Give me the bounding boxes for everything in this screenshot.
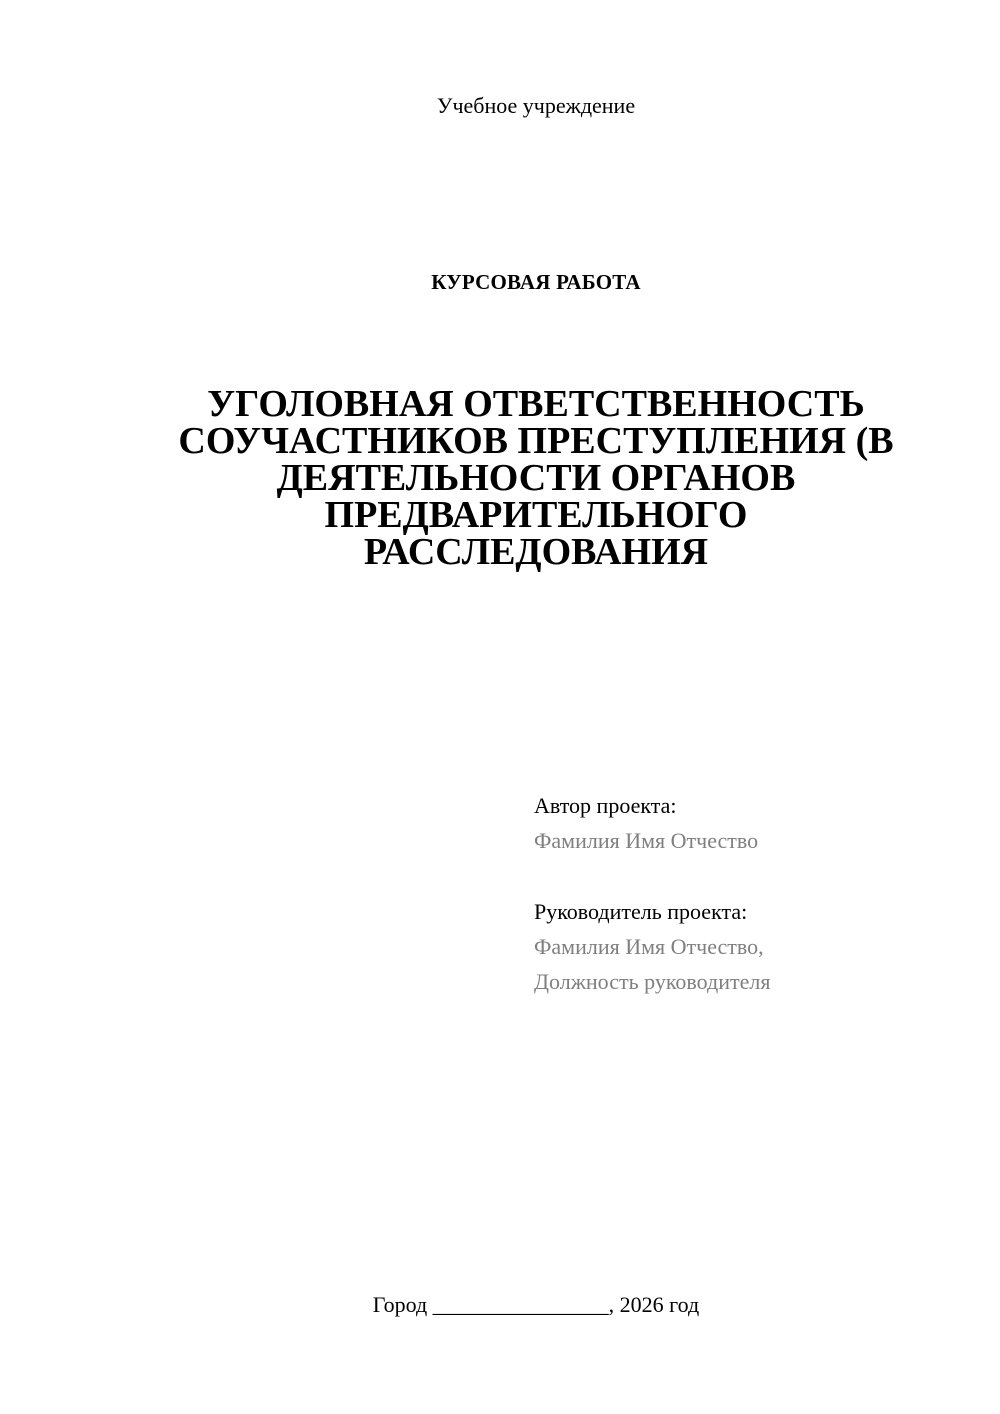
institution-name: Учебное учреждение bbox=[436, 93, 636, 118]
author-name: Фамилия Имя Отчество bbox=[534, 828, 759, 853]
document-title bbox=[160, 383, 912, 573]
title-line: РАССЛЕДОВАНИЯ bbox=[363, 531, 709, 573]
city-year-line: Город ________________, 2026 год bbox=[372, 1292, 700, 1317]
title-line: ДЕЯТЕЛЬНОСТИ ОРГАНОВ bbox=[276, 457, 796, 499]
title-line: ПРЕДВАРИТЕЛЬНОГО bbox=[324, 494, 748, 536]
author-label: Автор проекта: bbox=[534, 793, 677, 818]
supervisor-label: Руководитель проекта: bbox=[534, 899, 748, 924]
signature-block bbox=[534, 788, 974, 999]
title-line: УГОЛОВНАЯ ОТВЕТСТВЕННОСТЬ bbox=[207, 383, 865, 425]
document-type: КУРСОВАЯ РАБОТА bbox=[431, 270, 641, 294]
supervisor-name: Фамилия Имя Отчество, bbox=[534, 934, 764, 959]
supervisor-position: Должность руководителя bbox=[534, 969, 771, 994]
title-line: СОУЧАСТНИКОВ ПРЕСТУПЛЕНИЯ (В bbox=[178, 420, 894, 462]
signature-spacer bbox=[534, 858, 974, 894]
